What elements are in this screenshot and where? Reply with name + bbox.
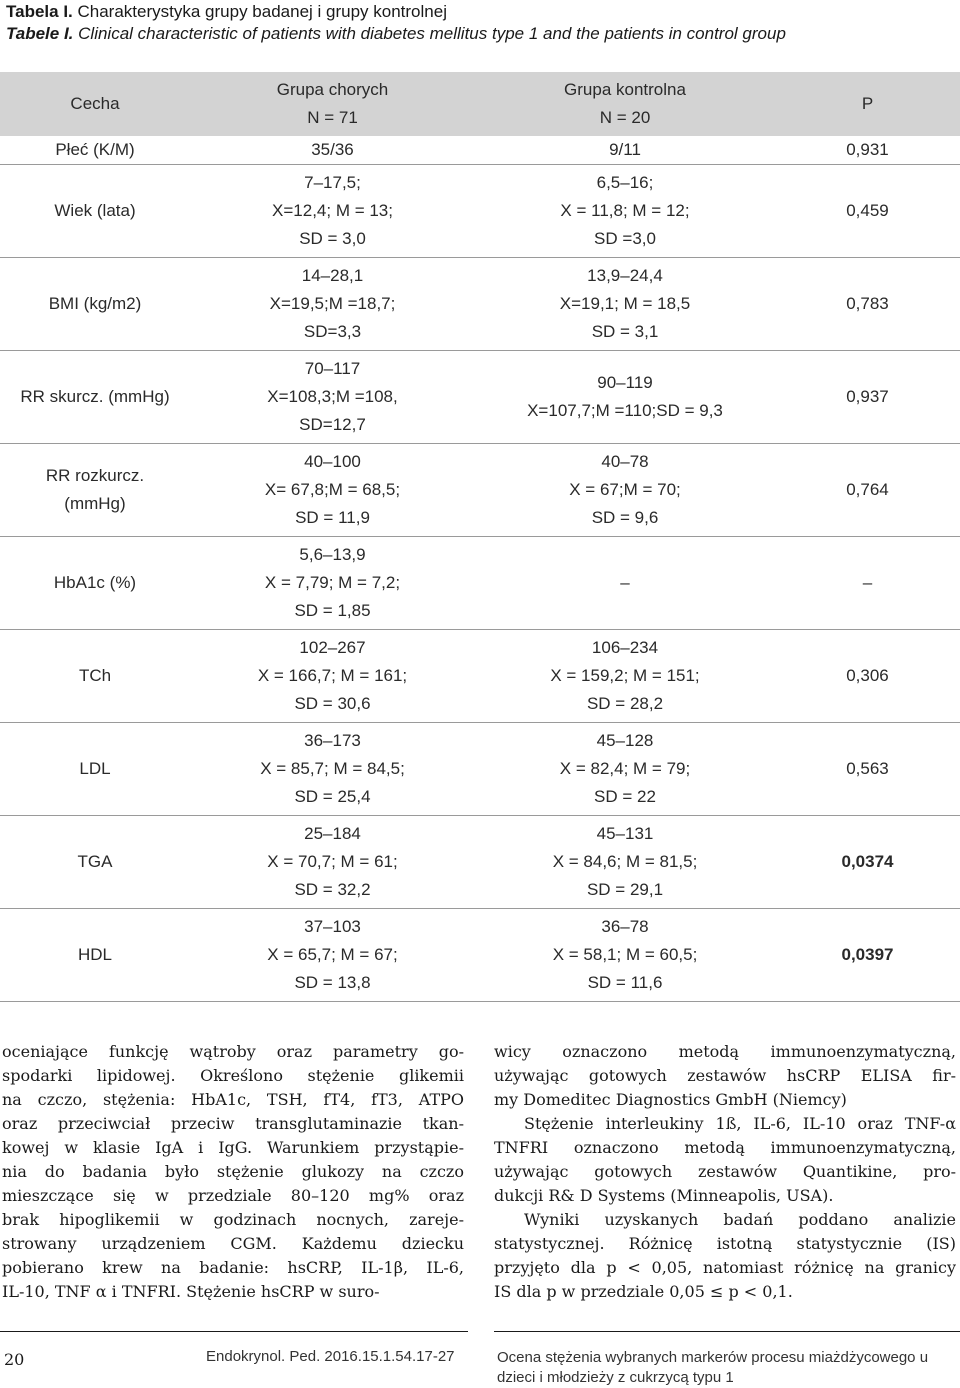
cell-patients	[190, 909, 475, 1001]
body-text-line: oraz przeciwciał przeciw transglutaminazie tkan-	[2, 1114, 464, 1133]
body-text-line: używając gotowych zestawów hsCRP ELISA fir-	[494, 1066, 956, 1085]
cell-feature-line: TGA	[77, 852, 113, 871]
cell-feature-line: (mmHg)	[64, 494, 126, 513]
cell-control	[475, 258, 775, 350]
body-text-line: brak hipoglikemii w godzinach nocnych, zareje-	[2, 1210, 464, 1229]
cell-feature	[0, 816, 190, 908]
body-text-line: dukcji R& D Systems (Minneapolis, USA).	[494, 1186, 834, 1205]
characteristics-table	[0, 72, 960, 1002]
cell-p	[775, 165, 960, 257]
cell-feature	[0, 537, 190, 629]
cell-patients	[190, 258, 475, 350]
cell-patients-line: SD=3,3	[303, 322, 362, 341]
body-text-line: używając gotowych zestawów Quantikine, pro-	[494, 1162, 956, 1181]
cell-feature-line: Wiek (lata)	[54, 201, 136, 220]
running-title: Ocena stężenia wybranych markerów procesu miażdżycowego u dzieci i młodzieży z cukrzycą typu 1	[497, 1349, 929, 1386]
cell-control	[475, 537, 775, 629]
cell-control-line: X = 82,4; M = 79;	[559, 759, 691, 778]
cell-control-line: SD = 9,6	[591, 508, 659, 527]
cell-feature	[0, 258, 190, 350]
body-text-left-column	[2, 1040, 464, 1304]
cell-p-line: 0,0374	[841, 852, 894, 871]
cell-control-line: SD = 3,1	[591, 322, 659, 341]
header-feature-label: Cecha	[70, 94, 120, 113]
body-text-line: pobierano krew na badanie: hsCRP, IL-1β, IL-6,	[2, 1258, 464, 1277]
cell-p	[775, 444, 960, 536]
cell-patients	[190, 723, 475, 815]
table-row	[0, 351, 960, 444]
table-row	[0, 723, 960, 816]
cell-patients	[190, 136, 475, 164]
cell-control-line: X = 84,6; M = 81,5;	[552, 852, 698, 871]
table-caption-polish	[6, 2, 447, 22]
body-text-line: wicy oznaczono metodą immunoenzymatyczną,	[494, 1042, 956, 1061]
cell-patients-line: SD = 1,85	[294, 601, 371, 620]
footer-rule-right	[494, 1331, 960, 1332]
cell-control	[475, 165, 775, 257]
cell-patients-line: SD = 3,0	[299, 229, 366, 248]
cell-patients-line: 102–267	[299, 638, 366, 657]
cell-feature	[0, 723, 190, 815]
cell-control-line: X = 58,1; M = 60,5;	[552, 945, 698, 964]
header-patients-name: Grupa chorych	[276, 80, 389, 99]
cell-control-line: SD = 28,2	[586, 694, 664, 713]
cell-control-line: 13,9–24,4	[587, 266, 663, 285]
cell-control-line: X = 11,8; M = 12;	[560, 201, 690, 220]
cell-p	[775, 136, 960, 164]
table-row	[0, 909, 960, 1002]
cell-patients-line: 70–117	[304, 359, 361, 378]
cell-control-line: –	[620, 573, 630, 592]
cell-feature-line: Płeć (K/M)	[55, 140, 135, 159]
table-caption-english	[6, 24, 786, 44]
caption-label-pl: Tabela I.	[6, 2, 73, 21]
cell-p	[775, 351, 960, 443]
cell-patients-line: 14–28,1	[301, 266, 364, 285]
table-row	[0, 537, 960, 630]
cell-feature-line: RR rozkurcz.	[45, 466, 145, 485]
body-text-line: oceniające funkcję wątroby oraz parametry go-	[2, 1042, 464, 1061]
table-row	[0, 258, 960, 351]
cell-patients-line: X= 67,8;M = 68,5;	[264, 480, 401, 499]
cell-patients-line: 36–173	[304, 731, 361, 750]
cell-control	[475, 816, 775, 908]
cell-control-line: X = 159,2; M = 151;	[550, 666, 700, 685]
header-p-label: P	[861, 94, 874, 113]
cell-patients-line: 40–100	[304, 452, 361, 471]
caption-label-en: Tabele I.	[6, 24, 74, 43]
table-row	[0, 136, 960, 165]
cell-feature	[0, 444, 190, 536]
cell-patients-line: 37–103	[304, 917, 361, 936]
cell-patients-line: X = 7,79; M = 7,2;	[264, 573, 401, 592]
cell-control-line: 106–234	[591, 638, 659, 657]
body-text-line: IS dla p w przedziale 0,05 ≤ p < 0,1.	[494, 1282, 793, 1301]
cell-control-line: SD = 22	[594, 787, 656, 806]
cell-patients	[190, 816, 475, 908]
cell-control	[475, 723, 775, 815]
cell-control-line: SD =3,0	[594, 229, 656, 248]
cell-p-line: 0,783	[846, 294, 889, 313]
body-text-line: nia do badania było stężenie glukozy na czczo	[2, 1162, 464, 1181]
cell-patients-line: SD = 11,9	[295, 508, 370, 527]
table-row	[0, 444, 960, 537]
caption-text-en: Clinical characteristic of patients with diabetes mellitus type 1 and the patients in control group	[78, 24, 786, 43]
cell-patients-line: SD = 30,6	[294, 694, 371, 713]
cell-control-line: 6,5–16;	[596, 173, 654, 192]
cell-patients	[190, 351, 475, 443]
body-text-line: statystycznej. Różnicę istotną statystycznie (IS)	[494, 1234, 956, 1253]
cell-feature-line: HDL	[77, 945, 112, 964]
cell-control-line: 90–119	[597, 373, 653, 392]
cell-p	[775, 723, 960, 815]
cell-patients-line: X = 85,7; M = 84,5;	[260, 759, 405, 778]
cell-control-line: 40–78	[601, 452, 649, 471]
body-text-line: strowany urządzeniem CGM. Każdemu dziecku	[2, 1234, 464, 1253]
cell-control-line: X=19,1; M = 18,5	[559, 294, 691, 313]
cell-feature-line: HbA1c (%)	[53, 573, 137, 592]
cell-control-line: 45–128	[596, 731, 654, 750]
body-text-line: Stężenie interleukiny 1ß, IL-6, IL-10 oraz TNF-α	[524, 1114, 956, 1133]
cell-patients-line: SD = 13,8	[294, 973, 371, 992]
cell-feature-line: BMI (kg/m2)	[48, 294, 142, 313]
cell-p-line: 0,306	[846, 666, 889, 685]
header-p	[775, 72, 960, 136]
journal-citation: Endokrynol. Ped. 2016.15.1.54.17-27	[206, 1348, 455, 1365]
cell-p-line: –	[862, 573, 873, 592]
body-text-line: Wyniki uzyskanych badań poddano analizie	[524, 1210, 956, 1229]
cell-patients-line: X = 70,7; M = 61;	[267, 852, 398, 871]
cell-control	[475, 444, 775, 536]
cell-control-line: SD = 29,1	[586, 880, 664, 899]
body-text-line: kowej w klasie IgA i IgG. Warunkiem przystąpie-	[2, 1138, 464, 1157]
cell-p	[775, 537, 960, 629]
cell-p	[775, 630, 960, 722]
cell-control-line: 45–131	[596, 824, 654, 843]
cell-feature-line: TCh	[78, 666, 112, 685]
cell-patients-line: SD = 25,4	[294, 787, 371, 806]
table-body	[0, 136, 960, 1002]
cell-patients-line: 7–17,5;	[304, 173, 361, 192]
caption-text-pl: Charakterystyka grupy badanej i grupy kontrolnej	[77, 2, 447, 21]
cell-feature	[0, 630, 190, 722]
cell-patients	[190, 630, 475, 722]
table-row	[0, 630, 960, 723]
cell-control	[475, 136, 775, 164]
header-patients-count: N = 71	[307, 108, 358, 127]
cell-control	[475, 351, 775, 443]
page-number: 20	[4, 1350, 25, 1369]
table-row	[0, 165, 960, 258]
cell-patients	[190, 444, 475, 536]
cell-patients-line: X=12,4; M = 13;	[272, 201, 393, 220]
cell-patients	[190, 165, 475, 257]
cell-feature	[0, 909, 190, 1001]
body-text-line: na czczo, stężenia: HbA1c, TSH, fT4, fT3, ATPO	[2, 1090, 464, 1109]
cell-patients-line: X = 166,7; M = 161;	[257, 666, 408, 685]
body-text-line: mieszczące się w przedziale 80–120 mg% oraz	[2, 1186, 464, 1205]
body-text-line: przyjęto dla p < 0,05, natomiast różnicę na granicy	[494, 1258, 956, 1277]
cell-feature-line: RR skurcz. (mmHg)	[20, 387, 170, 406]
cell-p-line: 0,459	[846, 201, 889, 220]
cell-feature	[0, 165, 190, 257]
cell-feature	[0, 351, 190, 443]
cell-feature-line: LDL	[79, 759, 111, 778]
header-control	[475, 72, 775, 136]
cell-patients-line: 25–184	[304, 824, 361, 843]
cell-p	[775, 909, 960, 1001]
cell-control	[475, 909, 775, 1001]
cell-patients-line: X = 65,7; M = 67;	[267, 945, 398, 964]
body-text-line: IL-10, TNF α i TNFRI. Stężenie hsCRP w suro-	[2, 1282, 380, 1301]
body-text-line: TNFRI oznaczono metodą immunoenzymatyczną,	[494, 1138, 956, 1157]
body-text-line: my Domeditec Diagnostics GmbH (Niemcy)	[494, 1090, 847, 1109]
cell-p	[775, 816, 960, 908]
header-patients	[190, 72, 475, 136]
table-header-row	[0, 72, 960, 136]
cell-p-line: 0,764	[846, 480, 889, 499]
cell-patients-line: SD = 32,2	[294, 880, 371, 899]
header-control-name: Grupa kontrolna	[564, 80, 686, 99]
cell-control-line: 36–78	[601, 917, 649, 936]
cell-feature	[0, 136, 190, 164]
cell-patients-line: X=108,3;M =108,	[267, 387, 398, 406]
table-row	[0, 816, 960, 909]
cell-control-line: X = 67;M = 70;	[569, 480, 681, 499]
cell-p-line: 0,931	[846, 140, 889, 159]
footer-rule-left	[0, 1331, 468, 1332]
cell-control-line: 9/11	[609, 140, 641, 159]
cell-control-line: SD = 11,6	[587, 973, 663, 992]
cell-patients-line: SD=12,7	[299, 415, 366, 434]
cell-p-line: 0,937	[846, 387, 889, 406]
cell-control	[475, 630, 775, 722]
header-feature	[0, 72, 190, 136]
cell-patients-line: 35/36	[311, 140, 354, 159]
body-text-right-column	[494, 1040, 956, 1304]
header-control-count: N = 20	[599, 108, 651, 127]
cell-patients	[190, 537, 475, 629]
cell-p	[775, 258, 960, 350]
cell-patients-line: X=19,5;M =18,7;	[269, 294, 396, 313]
cell-p-line: 0,0397	[841, 945, 894, 964]
body-text-line: spodarki lipidowej. Określono stężenie glikemii	[2, 1066, 464, 1085]
cell-control-line: X=107,7;M =110;SD = 9,3	[527, 401, 723, 420]
cell-p-line: 0,563	[846, 759, 889, 778]
cell-patients-line: 5,6–13,9	[299, 545, 366, 564]
